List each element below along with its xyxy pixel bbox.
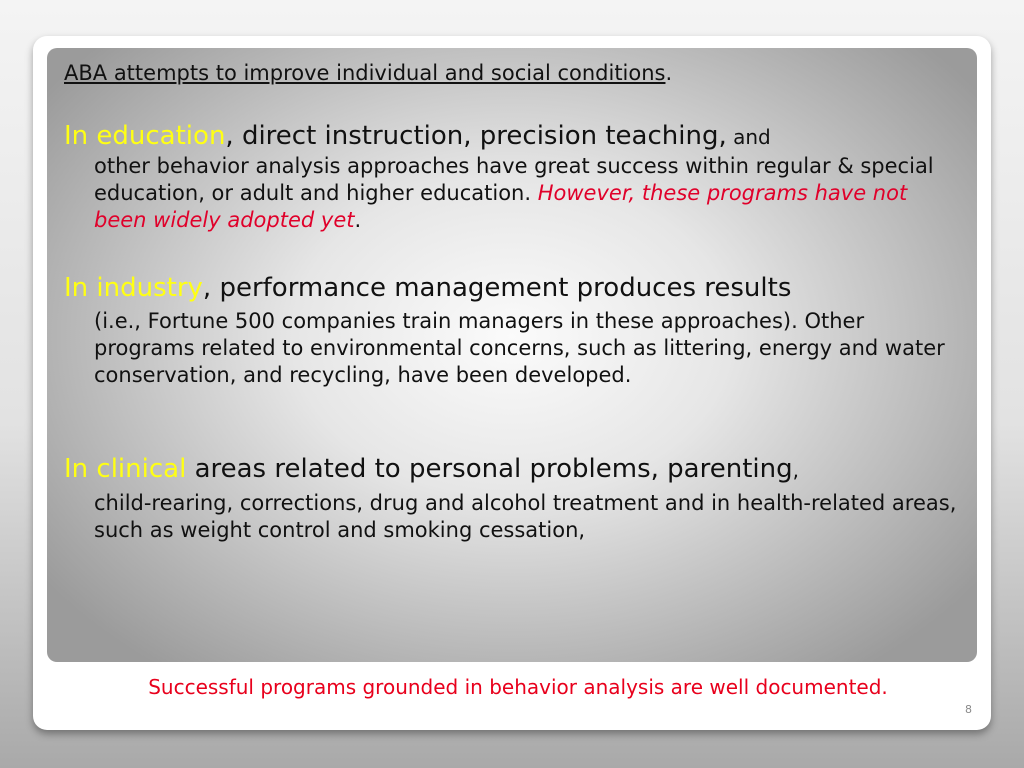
industry-lead [64, 272, 964, 304]
page-number: 8 [965, 703, 972, 716]
education-emphasis-end: . [354, 208, 362, 232]
footer-note: Successful programs grounded in behavior analysis are well documented. [148, 675, 888, 699]
industry-body: (i.e., Fortune 500 companies train managers in these approaches). Other programs related to environmental concerns, such as littering, energy and water conservation, and recycling, have been developed. [94, 309, 945, 387]
education-keyword: In education [64, 121, 226, 151]
paragraph-clinical [64, 453, 964, 544]
education-body-text: other behavior analysis approaches have great success within regular & special education, or adult and higher education. [94, 154, 934, 205]
industry-lead-text: , performance management produces results [202, 273, 792, 303]
clinical-lead-text: areas related to personal problems, parenting [186, 454, 793, 484]
heading-text: ABA attempts to improve individual and social conditions [64, 61, 666, 85]
education-lead-text: , direct instruction, precision teaching, [225, 121, 727, 151]
paragraph-industry [64, 272, 964, 389]
education-lead [64, 120, 964, 153]
clinical-lead-end: , [792, 458, 799, 482]
paragraph-education [64, 120, 964, 234]
education-lead-and: and [726, 125, 771, 149]
clinical-lead [64, 453, 964, 486]
heading-period: . [665, 61, 673, 85]
education-body [64, 153, 964, 234]
heading-line [64, 58, 672, 88]
clinical-keyword: In clinical [64, 454, 187, 484]
clinical-body: child-rearing, corrections, drug and alcohol treatment and in health-related areas, such as weight control and smoking cessation, [94, 491, 957, 542]
industry-keyword: In industry [64, 273, 203, 303]
education-emphasis: However, these programs have not been widely adopted yet [94, 181, 908, 232]
